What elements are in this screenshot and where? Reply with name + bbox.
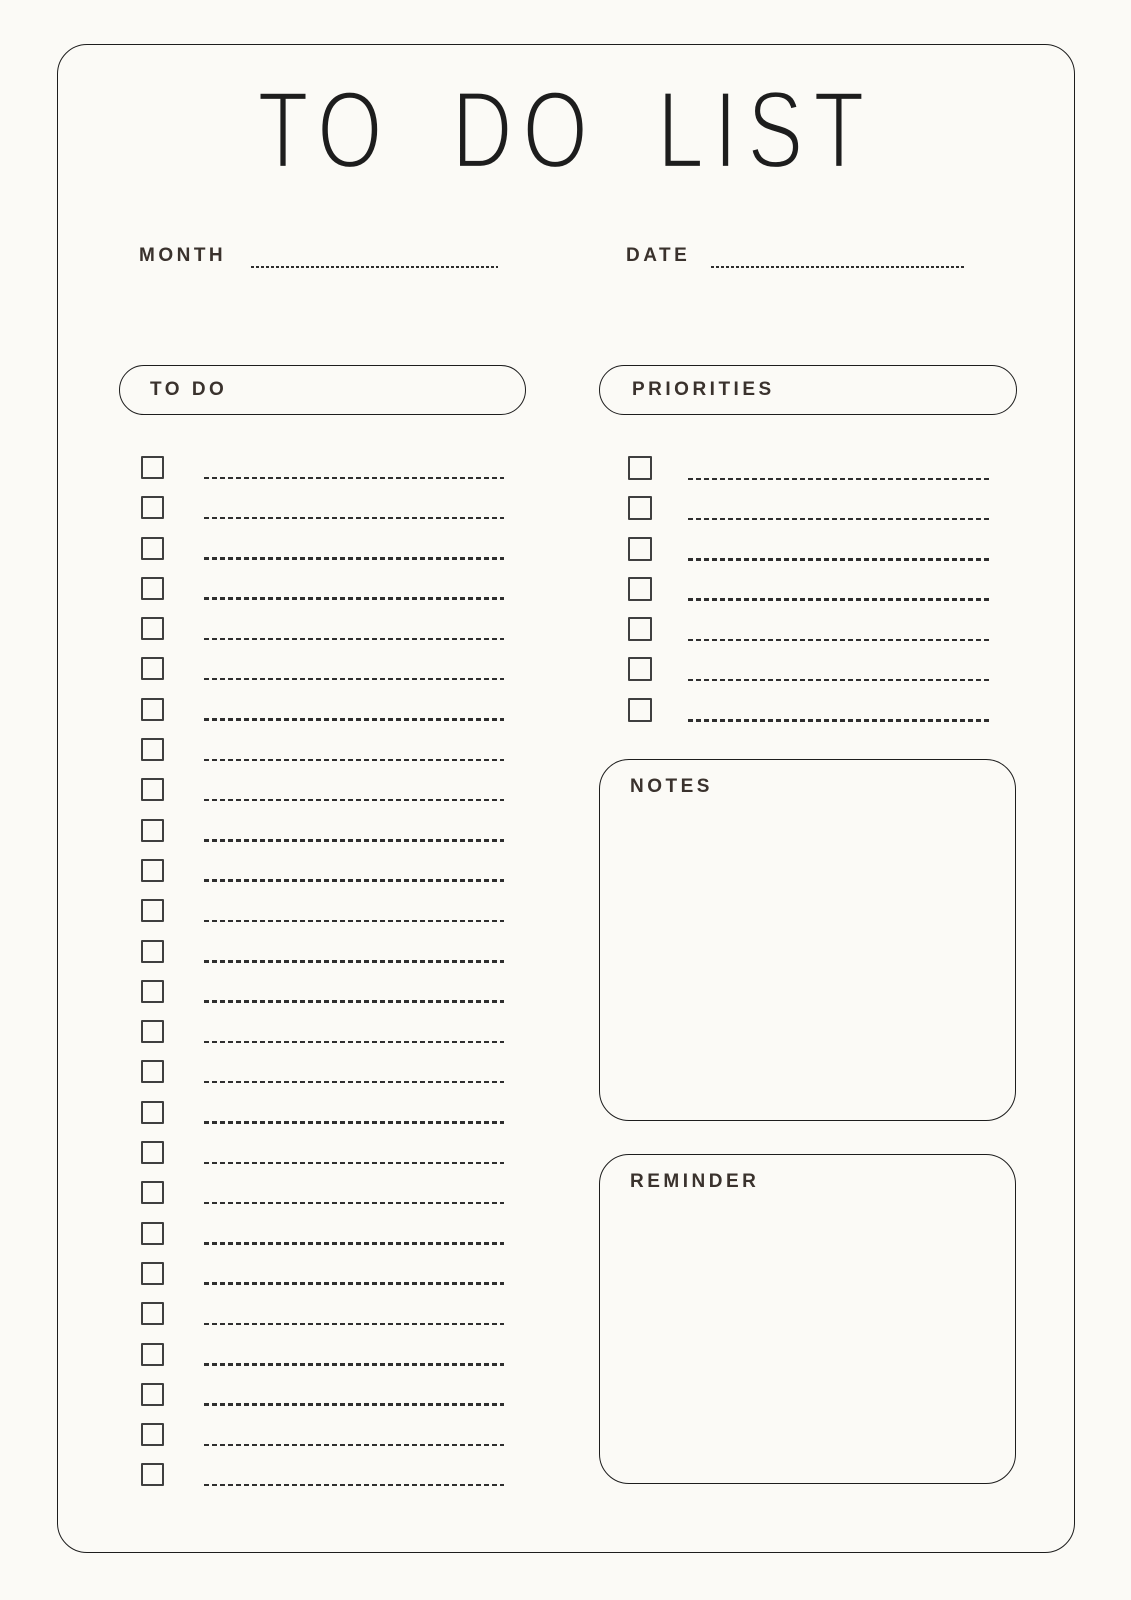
todo-checkbox[interactable] — [141, 1141, 164, 1164]
todo-checkbox[interactable] — [141, 738, 164, 761]
todo-entry-line[interactable] — [204, 1121, 504, 1124]
todo-checkbox[interactable] — [141, 778, 164, 801]
todo-entry-line[interactable] — [204, 597, 504, 600]
todo-row — [141, 859, 504, 882]
todo-checkbox[interactable] — [141, 657, 164, 680]
todo-checkbox[interactable] — [141, 1302, 164, 1325]
todo-row — [141, 698, 504, 721]
todo-row — [141, 1463, 504, 1486]
todo-checkbox[interactable] — [141, 1383, 164, 1406]
todo-checkbox[interactable] — [141, 1020, 164, 1043]
todo-entry-line[interactable] — [204, 1162, 504, 1165]
todo-row — [141, 496, 504, 519]
month-input-line[interactable] — [251, 266, 498, 268]
priority-entry-line[interactable] — [688, 598, 989, 601]
todo-row — [141, 1222, 504, 1245]
todo-entry-line[interactable] — [204, 839, 504, 842]
priority-checkbox[interactable] — [628, 496, 652, 520]
priority-checkbox[interactable] — [628, 657, 652, 681]
todo-row — [141, 617, 504, 640]
todo-row — [141, 657, 504, 680]
priority-row — [628, 698, 989, 722]
priority-entry-line[interactable] — [688, 478, 989, 481]
todo-row — [141, 1020, 504, 1043]
todo-row — [141, 1060, 504, 1083]
priority-entry-line[interactable] — [688, 558, 989, 561]
todo-checkbox[interactable] — [141, 496, 164, 519]
todo-row — [141, 1383, 504, 1406]
todo-checkbox[interactable] — [141, 456, 164, 479]
todo-row — [141, 738, 504, 761]
todo-row — [141, 1302, 504, 1325]
todo-checkbox[interactable] — [141, 577, 164, 600]
todo-entry-line[interactable] — [204, 1242, 504, 1245]
todo-checkbox[interactable] — [141, 1060, 164, 1083]
priority-entry-line[interactable] — [688, 719, 989, 722]
priority-row — [628, 657, 989, 681]
todo-row — [141, 1101, 504, 1124]
todo-entry-line[interactable] — [204, 920, 504, 923]
page-title: TO DO LIST — [257, 68, 875, 191]
todo-row — [141, 899, 504, 922]
planner-page-card — [57, 44, 1075, 1553]
todo-entry-line[interactable] — [204, 557, 504, 560]
reminder-label: REMINDER — [630, 1171, 760, 1192]
todo-checkbox[interactable] — [141, 1222, 164, 1245]
todo-entry-line[interactable] — [204, 517, 504, 520]
priority-checkbox[interactable] — [628, 456, 652, 480]
todo-entry-line[interactable] — [204, 1081, 504, 1084]
priority-checkbox[interactable] — [628, 537, 652, 561]
priorities-header-label: PRIORITIES — [632, 379, 775, 400]
todo-row — [141, 1181, 504, 1204]
todo-section-header — [119, 365, 526, 415]
notes-content-area[interactable] — [630, 810, 995, 1104]
todo-checkbox[interactable] — [141, 1181, 164, 1204]
todo-entry-line[interactable] — [204, 799, 504, 802]
priority-checkbox[interactable] — [628, 698, 652, 722]
todo-row — [141, 577, 504, 600]
reminder-section — [599, 1154, 1016, 1484]
reminder-content-area[interactable] — [630, 1205, 995, 1467]
todo-row — [141, 1423, 504, 1446]
todo-checkbox[interactable] — [141, 537, 164, 560]
todo-entry-line[interactable] — [204, 759, 504, 762]
todo-header-label: TO DO — [150, 379, 228, 400]
todo-row — [141, 980, 504, 1003]
todo-entry-line[interactable] — [204, 1202, 504, 1205]
todo-checkbox[interactable] — [141, 899, 164, 922]
todo-checkbox[interactable] — [141, 617, 164, 640]
todo-checkbox[interactable] — [141, 1101, 164, 1124]
priority-row — [628, 617, 989, 641]
priorities-section-header — [599, 365, 1017, 415]
todo-entry-line[interactable] — [204, 1323, 504, 1326]
todo-checkbox[interactable] — [141, 819, 164, 842]
todo-row — [141, 1141, 504, 1164]
todo-checkbox[interactable] — [141, 859, 164, 882]
todo-row — [141, 819, 504, 842]
todo-entry-line[interactable] — [204, 1444, 504, 1447]
todo-row — [141, 1262, 504, 1285]
todo-entry-line[interactable] — [204, 1282, 504, 1285]
date-input-line[interactable] — [711, 266, 966, 268]
todo-entry-line[interactable] — [204, 638, 504, 641]
todo-entry-line[interactable] — [204, 678, 504, 681]
todo-entry-line[interactable] — [204, 718, 504, 721]
todo-checkbox[interactable] — [141, 1463, 164, 1486]
priority-entry-line[interactable] — [688, 518, 989, 521]
priorities-list — [628, 456, 989, 722]
priority-entry-line[interactable] — [688, 679, 989, 682]
todo-entry-line[interactable] — [204, 879, 504, 882]
priority-row — [628, 537, 989, 561]
todo-checkbox[interactable] — [141, 698, 164, 721]
priority-entry-line[interactable] — [688, 639, 989, 642]
todo-entry-line[interactable] — [204, 1403, 504, 1406]
todo-checkbox[interactable] — [141, 1262, 164, 1285]
notes-section — [599, 759, 1016, 1121]
priority-row — [628, 577, 989, 601]
todo-checkbox[interactable] — [141, 1423, 164, 1446]
todo-checkbox[interactable] — [141, 980, 164, 1003]
date-label: DATE — [626, 245, 691, 266]
month-label: MONTH — [139, 245, 227, 266]
todo-checkbox[interactable] — [141, 1343, 164, 1366]
todo-entry-line[interactable] — [204, 960, 504, 963]
todo-entry-line[interactable] — [204, 1363, 504, 1366]
priority-checkbox[interactable] — [628, 617, 652, 641]
todo-entry-line[interactable] — [204, 477, 504, 480]
priority-row — [628, 496, 989, 520]
priority-checkbox[interactable] — [628, 577, 652, 601]
todo-row — [141, 778, 504, 801]
priority-row — [628, 456, 989, 480]
todo-entry-line[interactable] — [204, 1000, 504, 1003]
todo-row — [141, 1343, 504, 1366]
notes-label: NOTES — [630, 776, 713, 797]
todo-row — [141, 537, 504, 560]
todo-list — [141, 456, 504, 1486]
todo-entry-line[interactable] — [204, 1041, 504, 1044]
todo-entry-line[interactable] — [204, 1484, 504, 1487]
todo-row — [141, 940, 504, 963]
todo-checkbox[interactable] — [141, 940, 164, 963]
todo-row — [141, 456, 504, 479]
